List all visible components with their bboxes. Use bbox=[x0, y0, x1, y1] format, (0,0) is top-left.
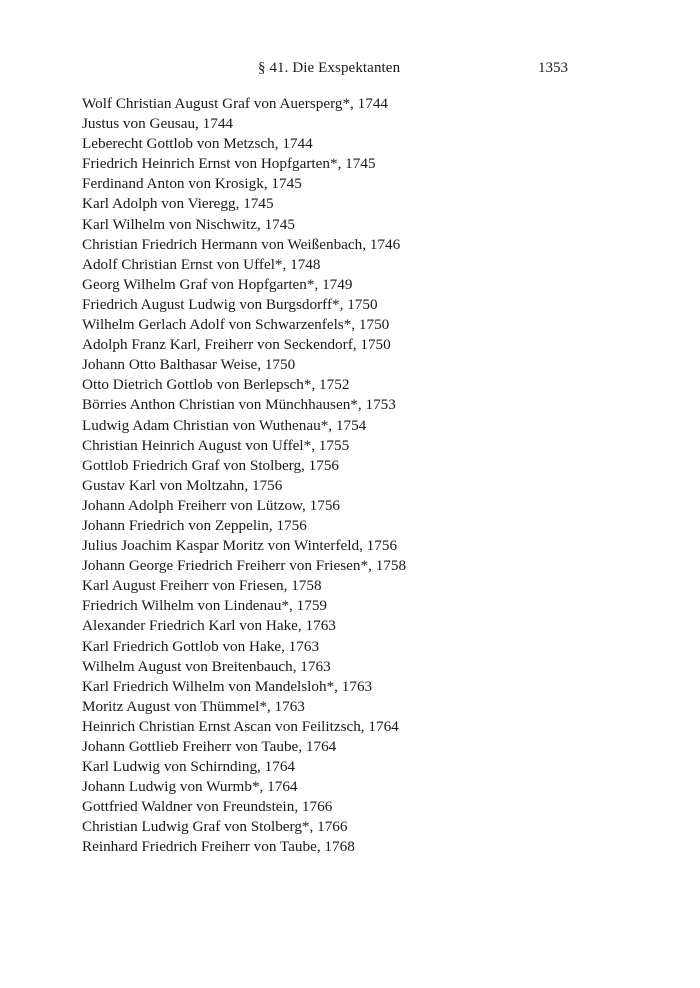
list-item: Johann Gottlieb Freiherr von Taube, 1764 bbox=[82, 738, 337, 755]
page-number: 1353 bbox=[538, 60, 568, 76]
running-head: § 41. Die Exspektanten bbox=[258, 60, 401, 76]
list-item: Reinhard Friedrich Freiherr von Taube, 1768 bbox=[82, 838, 355, 856]
list-item: Johann Otto Balthasar Weise, 1750 bbox=[82, 356, 296, 374]
list-item: Karl August Freiherr von Friesen, 1758 bbox=[82, 577, 322, 595]
list-item: Georg Wilhelm Graf von Hopfgarten*, 1749 bbox=[82, 275, 353, 293]
list-item: Adolph Franz Karl, Freiherr von Seckendorf, 1750 bbox=[82, 336, 391, 354]
entry-list bbox=[82, 94, 582, 858]
list-item: Johann Friedrich von Zeppelin, 1756 bbox=[82, 516, 307, 534]
list-item: Ludwig Adam Christian von Wuthenau*, 1754 bbox=[82, 416, 367, 434]
list-item: Gottlob Friedrich Graf von Stolberg, 1756 bbox=[82, 456, 340, 474]
list-item: Wolf Christian August Graf von Auersperg*, 1744 bbox=[82, 95, 389, 112]
list-item: Christian Friedrich Hermann von Weißenbach, 1746 bbox=[82, 235, 401, 253]
list-item: Alexander Friedrich Karl von Hake, 1763 bbox=[82, 617, 336, 635]
list-item: Leberecht Gottlob von Metzsch, 1744 bbox=[82, 135, 313, 153]
list-item: Gottfried Waldner von Freundstein, 1766 bbox=[82, 798, 333, 816]
list-item: Karl Friedrich Wilhelm von Mandelsloh*, 1763 bbox=[82, 677, 373, 695]
list-item: Otto Dietrich Gottlob von Berlepsch*, 1752 bbox=[82, 376, 350, 394]
list-item: Christian Ludwig Graf von Stolberg*, 1766 bbox=[82, 818, 348, 836]
list-item: Friedrich Wilhelm von Lindenau*, 1759 bbox=[82, 597, 328, 615]
list-item: Moritz August von Thümmel*, 1763 bbox=[82, 697, 305, 715]
list-item: Johann George Friedrich Freiherr von Friesen*, 1758 bbox=[82, 557, 407, 575]
list-item: Ferdinand Anton von Krosigk, 1745 bbox=[82, 175, 302, 193]
list-item: Karl Wilhelm von Nischwitz, 1745 bbox=[82, 215, 295, 233]
list-item: Karl Ludwig von Schirnding, 1764 bbox=[82, 758, 296, 776]
list-item: Karl Adolph von Vieregg, 1745 bbox=[82, 195, 274, 213]
list-item: Börries Anthon Christian von Münchhausen*, 1753 bbox=[82, 396, 396, 414]
list-item: Justus von Geusau, 1744 bbox=[82, 115, 234, 133]
list-item: Friedrich Heinrich Ernst von Hopfgarten*, 1745 bbox=[82, 155, 376, 173]
list-item: Julius Joachim Kaspar Moritz von Winterfeld, 1756 bbox=[82, 537, 398, 555]
list-item: Wilhelm Gerlach Adolf von Schwarzenfels*, 1750 bbox=[82, 316, 390, 334]
list-item: Johann Ludwig von Wurmb*, 1764 bbox=[82, 778, 298, 796]
list-item: Wilhelm August von Breitenbauch, 1763 bbox=[82, 657, 331, 675]
list-item: Adolf Christian Ernst von Uffel*, 1748 bbox=[82, 255, 321, 273]
page-header bbox=[82, 60, 568, 84]
list-item: Johann Adolph Freiherr von Lützow, 1756 bbox=[82, 496, 341, 514]
list-item: Gustav Karl von Moltzahn, 1756 bbox=[82, 476, 283, 494]
list-item: Heinrich Christian Ernst Ascan von Feilitzsch, 1764 bbox=[82, 717, 399, 735]
list-item: Christian Heinrich August von Uffel*, 1755 bbox=[82, 436, 350, 454]
list-item: Friedrich August Ludwig von Burgsdorff*, 1750 bbox=[82, 295, 378, 313]
list-item: Karl Friedrich Gottlob von Hake, 1763 bbox=[82, 637, 320, 655]
